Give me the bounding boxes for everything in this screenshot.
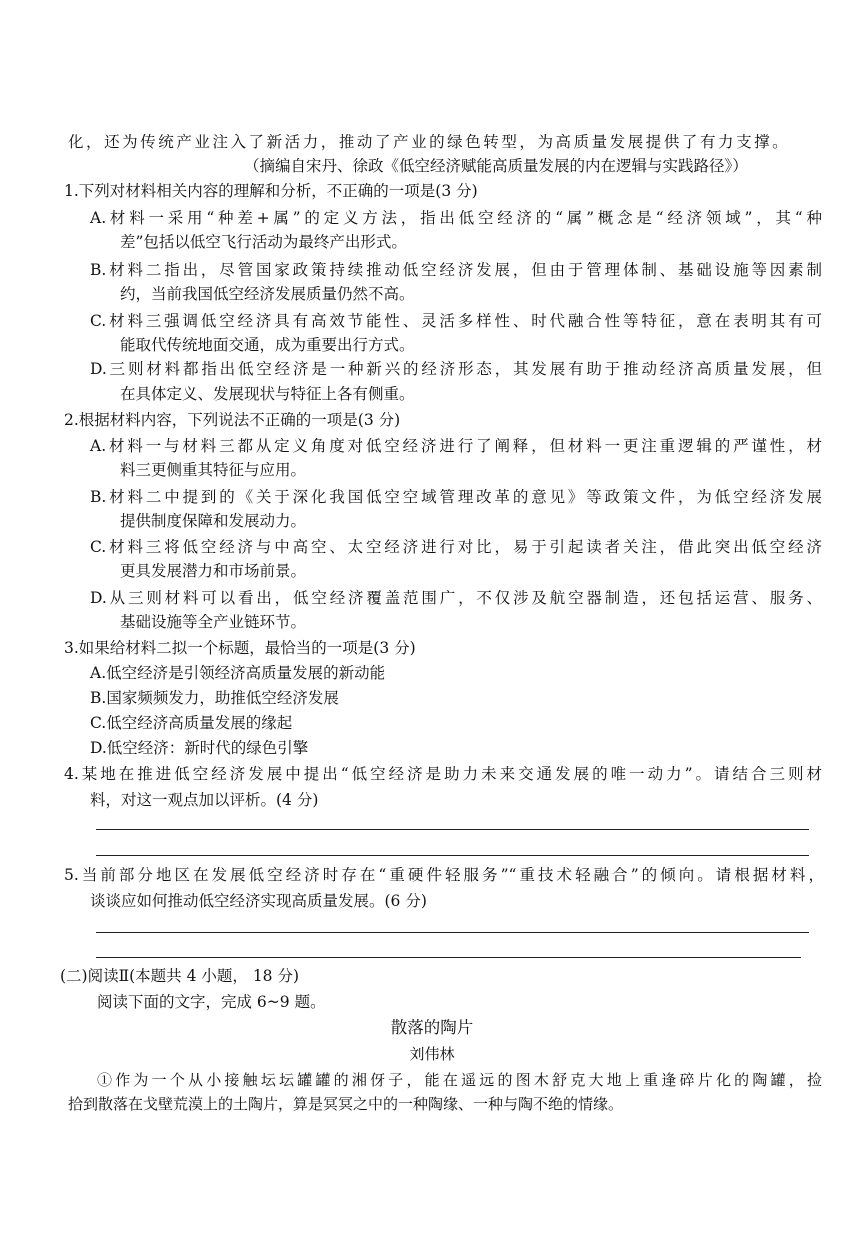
q1-option-a-line1: A.材料一采用“种差+属”的定义方法，指出低空经济的“属”概念是“经济领域”，其“种 — [90, 209, 822, 227]
article-para1-line2: 拾到散落在戈壁荒漠上的土陶片，算是冥冥之中的一种陶缘、一种与陶不绝的情缘。 — [68, 1095, 624, 1113]
q1-option-b-line2: 约，当前我国低空经济发展质量仍然不高。 — [120, 285, 415, 303]
material-source: （摘编自宋丹、徐政《低空经济赋能高质量发展的内在逻辑与实践路径》） — [244, 157, 748, 175]
q2-stem: 2.根据材料内容，下列说法不正确的一项是(3 分) — [64, 411, 401, 429]
q2-option-b-line2: 提供制度保障和发展动力。 — [120, 512, 307, 530]
q3-stem: 3.如果给材料二拟一个标题，最恰当的一项是(3 分) — [64, 639, 416, 657]
q1-option-d-line2: 在具体定义、发展现状与特征上各有侧重。 — [120, 385, 415, 403]
q5-stem-line1: 5.当前部分地区在发展低空经济时存在“重硬件轻服务”“重技术轻融合”的倾向。请根据材料， — [64, 866, 824, 884]
q4-stem-line1: 4.某地在推进低空经济发展中提出“低空经济是助力未来交通发展的唯一动力”。请结合三则材 — [64, 765, 822, 783]
material-tail-line: 化，还为传统产业注入了新活力，推动了产业的绿色转型，为高质量发展提供了有力支撑。 — [68, 133, 788, 151]
q5-answer-line-2[interactable] — [96, 957, 801, 958]
q2-option-d-line2: 基础设施等全产业链环节。 — [120, 613, 307, 631]
q1-option-c-line1: C.材料三强调低空经济具有高效节能性、灵活多样性、时代融合性等特征，意在表明其有可 — [90, 312, 822, 330]
article-para1-line1: ①作为一个从小接触坛坛罐罐的湘伢子，能在遥远的图木舒克大地上重逢碎片化的陶罐，捡 — [97, 1071, 822, 1089]
section2-heading: (二)阅读Ⅱ(本题共 4 小题， 18 分) — [60, 967, 300, 985]
q5-answer-line-1[interactable] — [96, 932, 809, 933]
q3-option-d: D.低空经济：新时代的绿色引擎 — [90, 739, 309, 757]
q4-answer-line-1[interactable] — [96, 829, 809, 830]
q2-option-b-line1: B.材料二中提到的《关于深化我国低空空域管理改革的意见》等政策文件，为低空经济发展 — [90, 488, 822, 506]
q1-option-b-line1: B.材料二指出，尽管国家政策持续推动低空经济发展，但由于管理体制、基础设施等因素制 — [90, 261, 822, 279]
q3-option-c: C.低空经济高质量发展的缘起 — [90, 714, 293, 732]
q2-option-a-line2: 料三更侧重其特征与应用。 — [120, 461, 307, 479]
q1-option-a-line2: 差”包括以低空飞行活动为最终产出形式。 — [120, 233, 407, 251]
q2-option-a-line1: A.材料一与材料三都从定义角度对低空经济进行了阐释，但材料一更注重逻辑的严谨性，材 — [90, 437, 822, 455]
q1-option-d-line1: D.三则材料都指出低空经济是一种新兴的经济形态，其发展有助于推动经济高质量发展，但 — [90, 360, 822, 378]
q4-answer-line-2[interactable] — [96, 855, 809, 856]
section2-instruction: 阅读下面的文字，完成 6~9 题。 — [97, 993, 326, 1011]
q5-stem-line2: 谈谈应如何推动低空经济实现高质量发展。(6 分) — [90, 892, 427, 910]
q3-option-b: B.国家频频发力，助推低空经济发展 — [90, 689, 339, 707]
q4-stem-line2: 料，对这一观点加以评析。(4 分) — [90, 791, 319, 809]
article-title: 散落的陶片 — [390, 1018, 474, 1037]
q2-option-d-line1: D.从三则材料可以看出，低空经济覆盖范围广，不仅涉及航空器制造，还包括运营、服务、 — [90, 589, 822, 607]
q2-option-c-line2: 更具发展潜力和市场前景。 — [120, 562, 307, 580]
q2-option-c-line1: C.材料三将低空经济与中高空、太空经济进行对比，易于引起读者关注，借此突出低空经济 — [90, 538, 822, 556]
article-author: 刘伟林 — [409, 1045, 455, 1063]
q1-stem: 1.下列对材料相关内容的理解和分析，不正确的一项是(3 分) — [64, 182, 478, 200]
q3-option-a: A.低空经济是引领经济高质量发展的新动能 — [90, 664, 386, 682]
q1-option-c-line2: 能取代传统地面交通，成为重要出行方式。 — [120, 336, 415, 354]
